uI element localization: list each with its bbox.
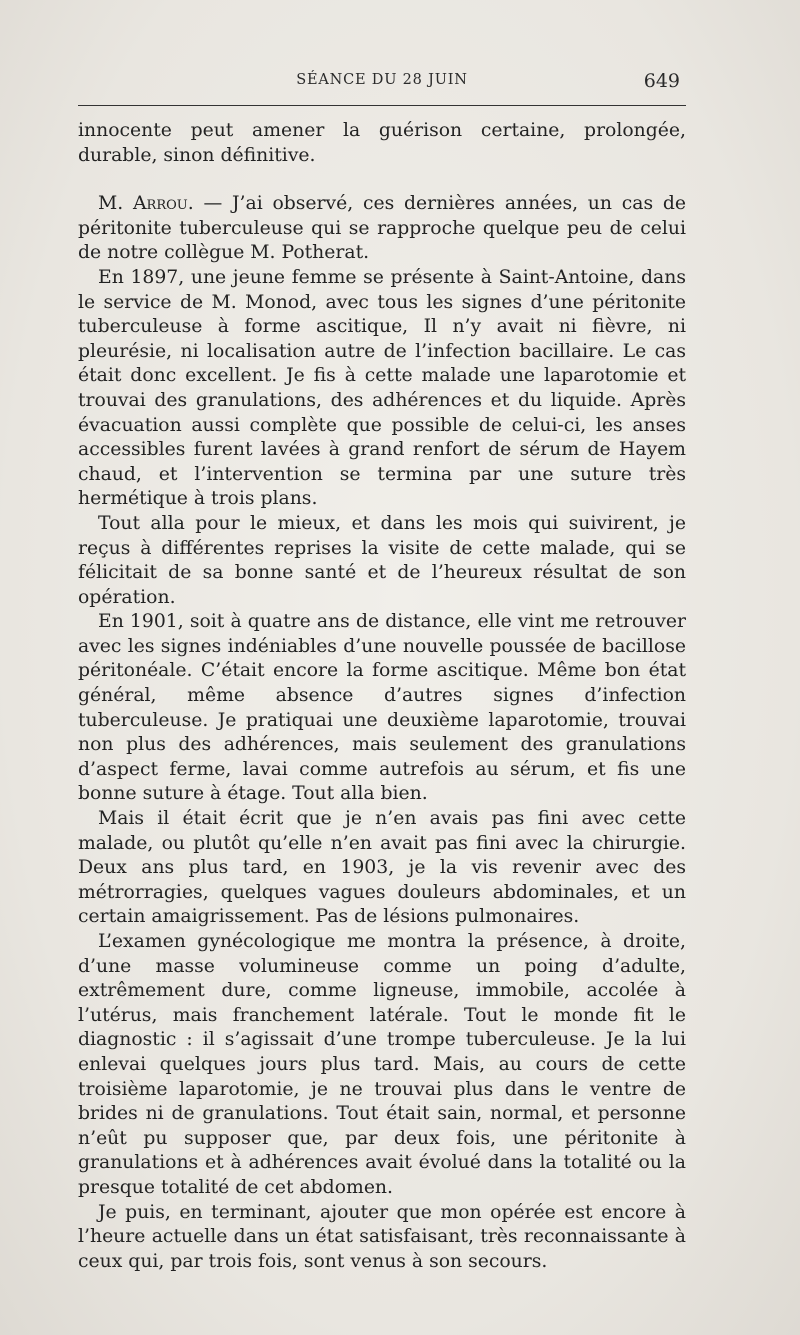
paragraph-4: Tout alla pour le mieux, et dans les mois qui suivirent, je reçus à différentes reprises la visite de cette malade, qui se félicitait de sa bonne santé et de l’heureux résultat de son opération. — [78, 512, 686, 608]
paragraph-7: L’examen gynécologique me montra la présence, à droite, d’une masse volumineuse comme un poing d’adulte, extrêmement dure, comme ligneuse, immobile, accolée à l’utérus, mais franchement latérale. Tout le monde fit le diagnostic : il s’agissait d’une trompe tuberculeuse. Je la lui enlevai quelques jours plus tard. Mais, au cours de cette troisième laparotomie, je ne trouvai plus dans le ventre de brides ni de granulations. Tout était sain, normal, et personne n’eût pu supposer que, par deux fois, une péritonite à granulations et à adhérences avait évolué dans la totalité ou la presque totalité de cet abdomen. — [78, 931, 686, 1198]
running-head: SÉANCE DU 28 JUIN — [296, 72, 468, 88]
speaker-prefix: M. — [98, 193, 133, 215]
page-number: 649 — [643, 70, 680, 92]
paragraph-5: En 1901, soit à quatre ans de distance, elle vint me retrouver avec les signes indéniables d’une nouvelle poussée de bacillose péritonéale. C’était encore la forme ascitique. Même bon état général, même absence d’autres signes d’infection tuberculeuse. Je pratiquai une deuxième laparotomie, trouvai non plus des adhérences, mais seulement des granulations d’aspect ferme, lavai comme autrefois au sérum, et fis une bonne suture à étage. Tout alla bien. — [78, 611, 686, 805]
paragraph-2-text: . — J’ai observé, ces dernières années, un cas de péritonite tuberculeuse qui se rapproche quelque peu de celui de notre collègue M. Potherat. — [78, 193, 687, 264]
paragraph-3: En 1897, une jeune femme se présente à Saint-Antoine, dans le service de M. Monod, avec tous les signes d’une péritonite tuberculeuse à forme ascitique, Il n’y avait ni fièvre, ni pleurésie, ni localisation autre de l’infection bacillaire. Le cas était donc excellent. Je fis à cette malade une laparotomie et trouvai des granulations, des adhérences et du liquide. Après évacuation aussi complète que possible de celui-ci, les anses accessibles furent lavées à grand renfort de sérum de Hayem chaud, et l’intervention se termina par une suture très hermétique à trois plans. — [78, 266, 686, 510]
page-header — [78, 70, 686, 96]
paragraph-2 — [78, 192, 686, 266]
paragraph-6: Mais il était écrit que je n’en avais pas fini avec cette malade, ou plutôt qu’elle n’en avait pas fini avec la chirurgie. Deux ans plus tard, en 1903, je la vis revenir avec des métrorragies, quelques vagues douleurs abdominales, et un certain amaigrissement. Pas de lésions pulmonaires. — [78, 808, 686, 928]
paragraph-8: Je puis, en terminant, ajouter que mon opérée est encore à l’heure actuelle dans un état satisfaisant, très reconnaissante à ceux qui, par trois fois, sont venus à son secours. — [78, 1201, 686, 1272]
header-rule — [78, 105, 686, 106]
speaker-name: Arrou — [132, 193, 188, 215]
paragraph-1: innocente peut amener la guérison certaine, prolongée, durable, sinon définitive. — [78, 120, 686, 166]
body-text — [78, 119, 686, 1274]
